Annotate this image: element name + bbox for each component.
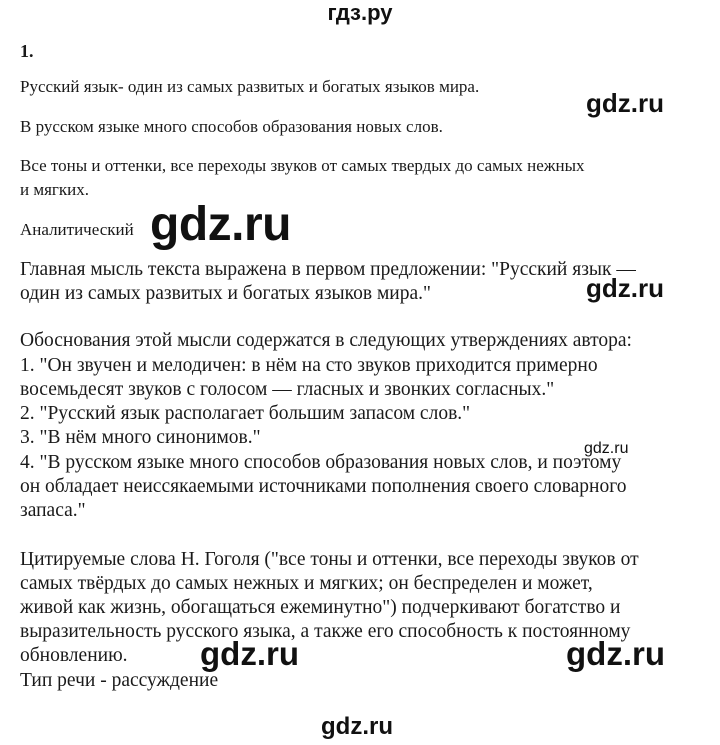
justification-item-1b: восемьдесят звуков с голосом — гласных и звонких согласных." — [20, 379, 555, 400]
answer-line-2: В русском языке много способов образования новых слов. — [20, 117, 443, 136]
justification-item-1a: 1. "Он звучен и мелодичен: в нём на сто звуков приходится примерно — [20, 355, 598, 376]
watermark: gdz.ru — [586, 273, 664, 303]
answer-line-3a: Все тоны и оттенки, все переходы звуков от самых твердых до самых нежных — [20, 156, 585, 175]
quote-line-1: Цитируемые слова Н. Гоголя ("все тоны и оттенки, все переходы звуков от — [20, 549, 639, 570]
quote-line-3: живой как жизнь, обогащаться ежеминутно") подчеркивают богатство и — [20, 597, 621, 618]
watermark: gdz.ru — [584, 440, 629, 457]
main-thought-line-1: Главная мысль текста выражена в первом предложении: "Русский язык — — [20, 259, 636, 280]
watermark: gdz.ru — [200, 635, 299, 672]
watermark: gdz.ru — [566, 635, 665, 672]
justification-item-4b: он обладает неиссякаемыми источниками пополнения своего словарного — [20, 476, 627, 497]
watermark: gdz.ru — [150, 198, 291, 251]
site-title: гдз.ру — [327, 0, 393, 25]
justification-intro: Обоснования этой мысли содержатся в следующих утверждениях автора: — [20, 330, 632, 351]
main-thought-line-2: один из самых развитых и богатых языков мира." — [20, 283, 431, 304]
justification-item-2: 2. "Русский язык располагает большим запасом слов." — [20, 403, 471, 424]
answer-line-1: Русский язык- один из самых развитых и богатых языков мира. — [20, 77, 480, 96]
quote-line-2: самых твёрдых до самых нежных и мягких; он беспределен и может, — [20, 573, 593, 594]
justification-item-4a: 4. "В русском языке много способов образования новых слов, и поэтому — [20, 452, 622, 473]
watermark: gdz.ru — [321, 713, 393, 740]
task-number: 1. — [20, 41, 34, 61]
answer-line-4: Аналитический — [20, 220, 134, 239]
justification-item-4c: запаса." — [20, 500, 86, 521]
watermark: gdz.ru — [586, 88, 664, 118]
quote-line-4: выразительность русского языка, а также его способность к постоянному — [20, 621, 631, 642]
answer-line-3b: и мягких. — [20, 180, 90, 199]
justification-item-3: 3. "В нём много синонимов." — [20, 427, 261, 448]
speech-type: Тип речи - рассуждение — [20, 670, 219, 691]
quote-line-5: обновлению. — [20, 645, 128, 666]
